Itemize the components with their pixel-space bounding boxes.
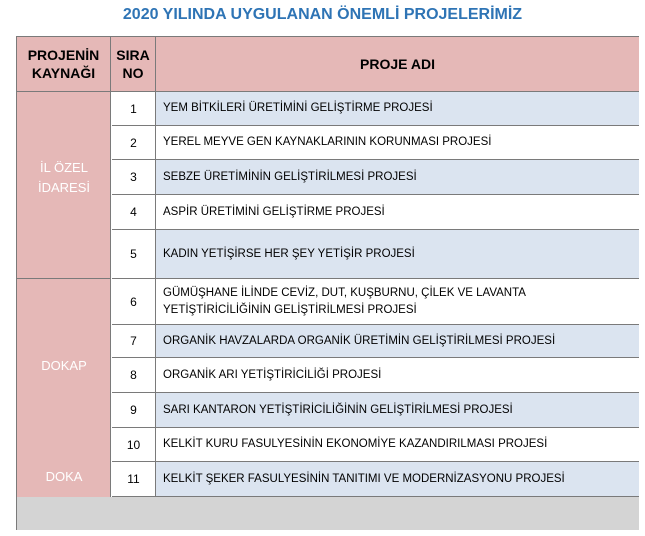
row-number: 1	[112, 92, 156, 126]
row-number: 6	[112, 279, 156, 325]
row-number: 5	[112, 230, 156, 279]
row-number: 4	[112, 195, 156, 230]
table-footer	[17, 497, 639, 530]
page-title: 2020 YILINDA UYGULANAN ÖNEMLİ PROJELERİMİZ	[122, 6, 523, 23]
row-project-name: ORGANİK ARI YETİŞTİRİCİLİĞİ PROJESİ	[156, 358, 639, 393]
row-number: 8	[112, 358, 156, 393]
row-project-name: YEREL MEYVE GEN KAYNAKLARININ KORUNMASI PROJESİ	[156, 126, 639, 160]
header-name-label: PROJE ADI	[360, 56, 435, 72]
header-no-label: SIRA NO	[116, 47, 150, 81]
table-row	[112, 92, 639, 126]
table-row	[112, 428, 639, 462]
row-project-name: YEM BİTKİLERİ ÜRETİMİNİ GELİŞTİRME PROJESİ	[156, 92, 639, 126]
table-row	[112, 160, 639, 195]
header-source-label: PROJENİN KAYNAĞI	[27, 47, 100, 81]
source-block-dokap-doka	[17, 279, 111, 497]
row-project-name: ASPİR ÜRETİMİNİ GELİŞTİRME PROJESİ	[156, 195, 639, 230]
header-source	[17, 37, 111, 92]
row-number: 2	[112, 126, 156, 160]
row-project-name: SARI KANTARON YETİŞTİRİCİLİĞİNİN GELİŞTİRİLMESİ PROJESİ	[156, 393, 639, 428]
table-row	[112, 325, 639, 358]
row-project-name: GÜMÜŞHANE İLİNDE CEVİZ, DUT, KUŞBURNU, ÇİLEK VE LAVANTA YETİŞTİRİCİLİĞİNİN GELİŞTİRİLMESİ PROJESİ	[156, 279, 639, 325]
row-project-name: KELKİT ŞEKER FASULYESİNİN TANITIMI VE MODERNİZASYONU PROJESİ	[156, 462, 639, 497]
row-project-name: KELKİT KURU FASULYESİNİN EKONOMİYE KAZANDIRILMASI PROJESİ	[156, 428, 639, 462]
row-number: 11	[112, 462, 156, 497]
projects-table	[16, 36, 639, 530]
source-il-ozel-label: İL ÖZEL İDARESİ	[37, 160, 90, 195]
row-number: 9	[112, 393, 156, 428]
row-project-name: SEBZE ÜRETİMİNİN GELİŞTİRİLMESİ PROJESİ	[156, 160, 639, 195]
table-row	[112, 279, 639, 325]
row-project-name: KADIN YETİŞİRSE HER ŞEY YETİŞİR PROJESİ	[156, 230, 639, 279]
source-dokap-label: DOKAP	[41, 358, 87, 373]
header-no	[111, 37, 156, 92]
row-number: 7	[112, 325, 156, 358]
table-row	[112, 195, 639, 230]
header-name	[156, 37, 639, 92]
table-row	[112, 230, 639, 279]
row-number: 3	[112, 160, 156, 195]
row-number: 10	[112, 428, 156, 462]
table-row	[112, 358, 639, 393]
table-row	[112, 462, 639, 497]
table-row	[112, 393, 639, 428]
table-row	[112, 126, 639, 160]
source-doka-label: DOKA	[45, 469, 83, 484]
row-project-name: ORGANİK HAVZALARDA ORGANİK ÜRETİMİN GELİŞTİRİLMESİ PROJESİ	[156, 325, 639, 358]
